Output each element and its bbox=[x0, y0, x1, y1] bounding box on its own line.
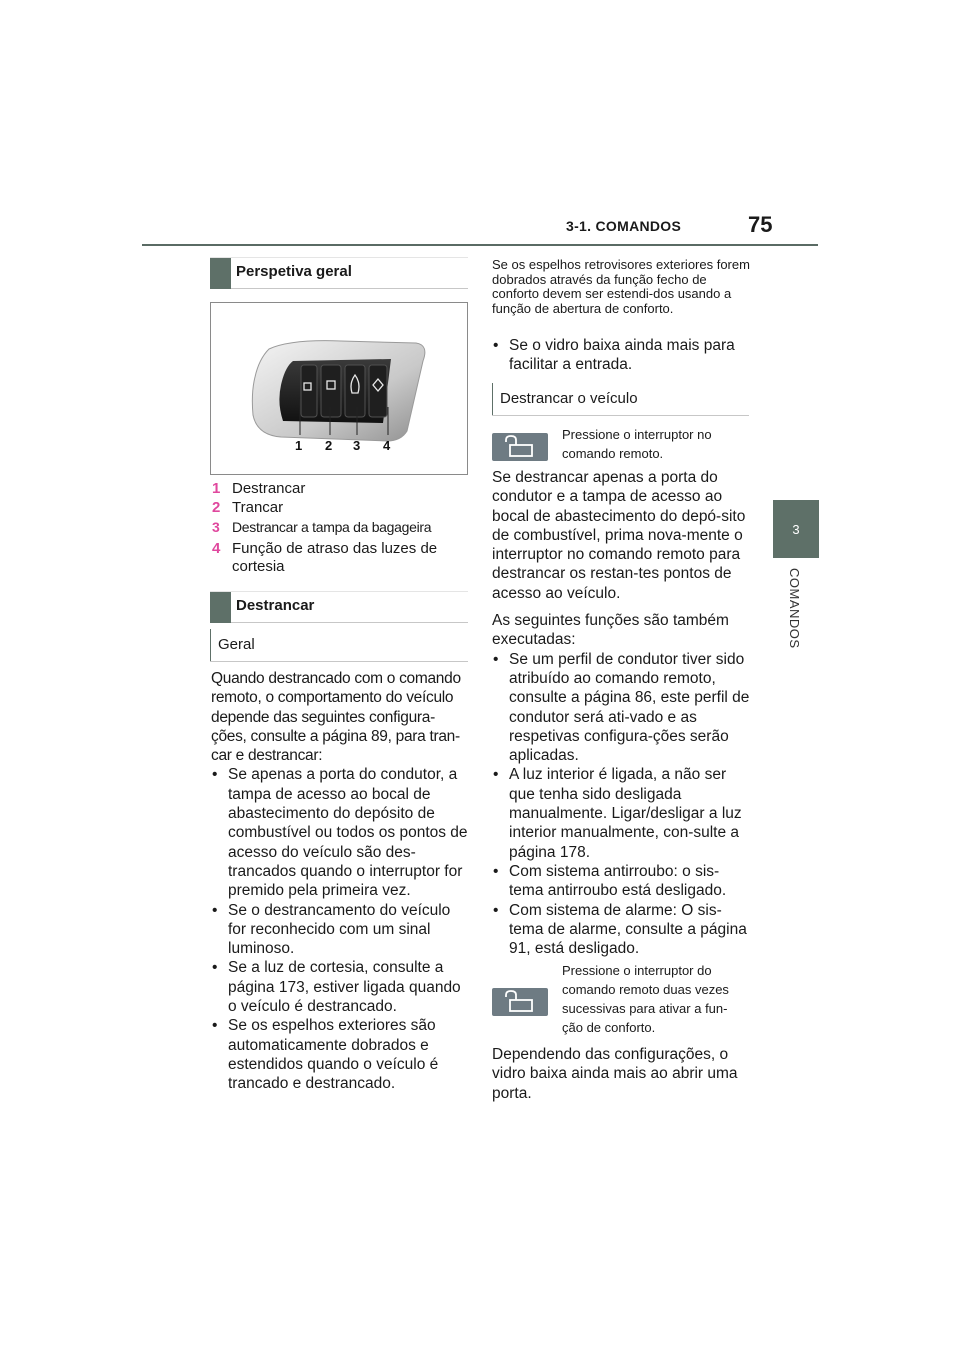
heading-marker bbox=[210, 258, 231, 289]
also-executed-paragraph: As seguintes funções são também executadas: bbox=[492, 612, 729, 649]
unlock-vehicle-subheading bbox=[492, 383, 749, 416]
list-item: • Se a luz de cortesia, consulte a página 173, estiver ligada quando o veículo é destrancado. bbox=[211, 958, 469, 1016]
legend-item bbox=[212, 540, 457, 576]
press-note-1: Pressione o interruptor no comando remoto. bbox=[562, 427, 712, 461]
list-item: • Se o vidro baixa ainda mais para facilitar a entrada. bbox=[492, 336, 750, 375]
section-title: 3-1. COMANDOS bbox=[566, 218, 682, 234]
unlock-button-icon-2 bbox=[492, 988, 548, 1016]
list-item: • Se os espelhos exteriores são automaticamente dobrados e estendidos quando o veículo é trancado e destrancado. bbox=[211, 1016, 469, 1093]
legend-label: Destrancar bbox=[232, 480, 306, 497]
mirror-note: Se os espelhos retrovisores exteriores forem dobrados através da função fecho de conforto devem ser estendi-dos usando a função de abertura de conforto. bbox=[492, 257, 750, 316]
functions-list bbox=[492, 650, 750, 959]
legend-number: 1 bbox=[212, 480, 221, 497]
legend-item bbox=[212, 480, 462, 498]
unlock-heading bbox=[210, 591, 468, 623]
list-item: • Se um perfil de condutor tiver sido atribuído ao comando remoto, consulte a página 86, este perfil de condutor será ati-vado e as respetivas configura-ções serão aplicadas. bbox=[492, 650, 750, 766]
general-subheading bbox=[210, 629, 468, 662]
remote-key-illustration bbox=[210, 302, 468, 475]
list-item: • Se apenas a porta do condutor, a tampa de acesso ao bocal de abastecimento do depósito de combustível ou todos os pontos de acesso do veículo são des-trancados quando o interruptor for premido pela primeira vez. bbox=[211, 765, 469, 900]
general-subheading-text: Geral bbox=[218, 636, 255, 653]
window-bullet-block bbox=[492, 336, 750, 375]
legend-label: Destrancar a tampa da bagageira bbox=[232, 519, 432, 535]
unlock-intro: Quando destrancado com o comando remoto, o comportamento do veículo depende das seguintes configura-ções, consulte a página 89, para tran-car e destrancar: bbox=[211, 670, 461, 765]
list-item: • Com sistema antirroubo: o sis-tema antirroubo está desligado. bbox=[492, 862, 750, 901]
unlock-body bbox=[211, 669, 469, 1094]
remote-key-drawing bbox=[211, 303, 467, 474]
open-padlock-icon bbox=[492, 988, 548, 1016]
final-paragraph: Dependendo das configurações, o vidro baixa ainda mais ao abrir uma porta. bbox=[492, 1046, 738, 1102]
unlock-button-icon bbox=[492, 433, 548, 461]
legend-item bbox=[212, 518, 472, 536]
right-body bbox=[492, 468, 750, 958]
unlock-heading-text: Destrancar bbox=[236, 597, 315, 614]
subheading-marker bbox=[210, 629, 211, 661]
chapter-label: COMANDOS bbox=[787, 568, 802, 649]
overview-heading bbox=[210, 257, 468, 289]
legend-item bbox=[212, 499, 462, 517]
list-item: • Com sistema de alarme: O sis-tema de alarme, consulte a página 91, está desligado. bbox=[492, 901, 750, 959]
chapter-tab bbox=[773, 500, 819, 558]
legend-number: 4 bbox=[212, 540, 221, 557]
heading-marker bbox=[210, 592, 231, 623]
subheading-marker bbox=[492, 383, 493, 415]
page-number: 75 bbox=[748, 212, 773, 237]
press-note-2: Pressione o interruptor do comando remoto duas vezes sucessivas para ativar a fun-ção de conforto. bbox=[562, 963, 729, 1035]
unlock-vehicle-heading-text: Destrancar o veículo bbox=[500, 390, 638, 407]
legend-number: 2 bbox=[212, 499, 221, 516]
unlock-bullets bbox=[211, 765, 469, 1093]
list-item: • Se o destrancamento do veículo for reconhecido com um sinal luminoso. bbox=[211, 901, 469, 959]
callout-4: 4 bbox=[383, 438, 391, 453]
open-padlock-icon bbox=[492, 433, 548, 461]
callout-1: 1 bbox=[295, 438, 303, 453]
legend-number: 3 bbox=[212, 519, 220, 535]
overview-heading-text: Perspetiva geral bbox=[236, 263, 352, 280]
header-rule bbox=[142, 244, 818, 246]
chapter-number: 3 bbox=[792, 521, 800, 537]
driver-only-paragraph: Se destrancar apenas a porta do condutor e a tampa de acesso ao bocal de abastecimento do depó-sito de combustível, prima nova-mente o interruptor no comando remoto para destrancar os restan-tes pontos de acesso ao veículo. bbox=[492, 469, 746, 602]
list-item: • A luz interior é ligada, a não ser que tenha sido desligada manualmente. Ligar/desligar a luz interior manualmente, con-sulte a página 178. bbox=[492, 765, 750, 861]
legend-label: Função de atraso das luzes de cortesia bbox=[232, 540, 438, 575]
legend-label: Trancar bbox=[232, 499, 284, 516]
callout-2: 2 bbox=[325, 438, 333, 453]
callout-3: 3 bbox=[353, 438, 361, 453]
